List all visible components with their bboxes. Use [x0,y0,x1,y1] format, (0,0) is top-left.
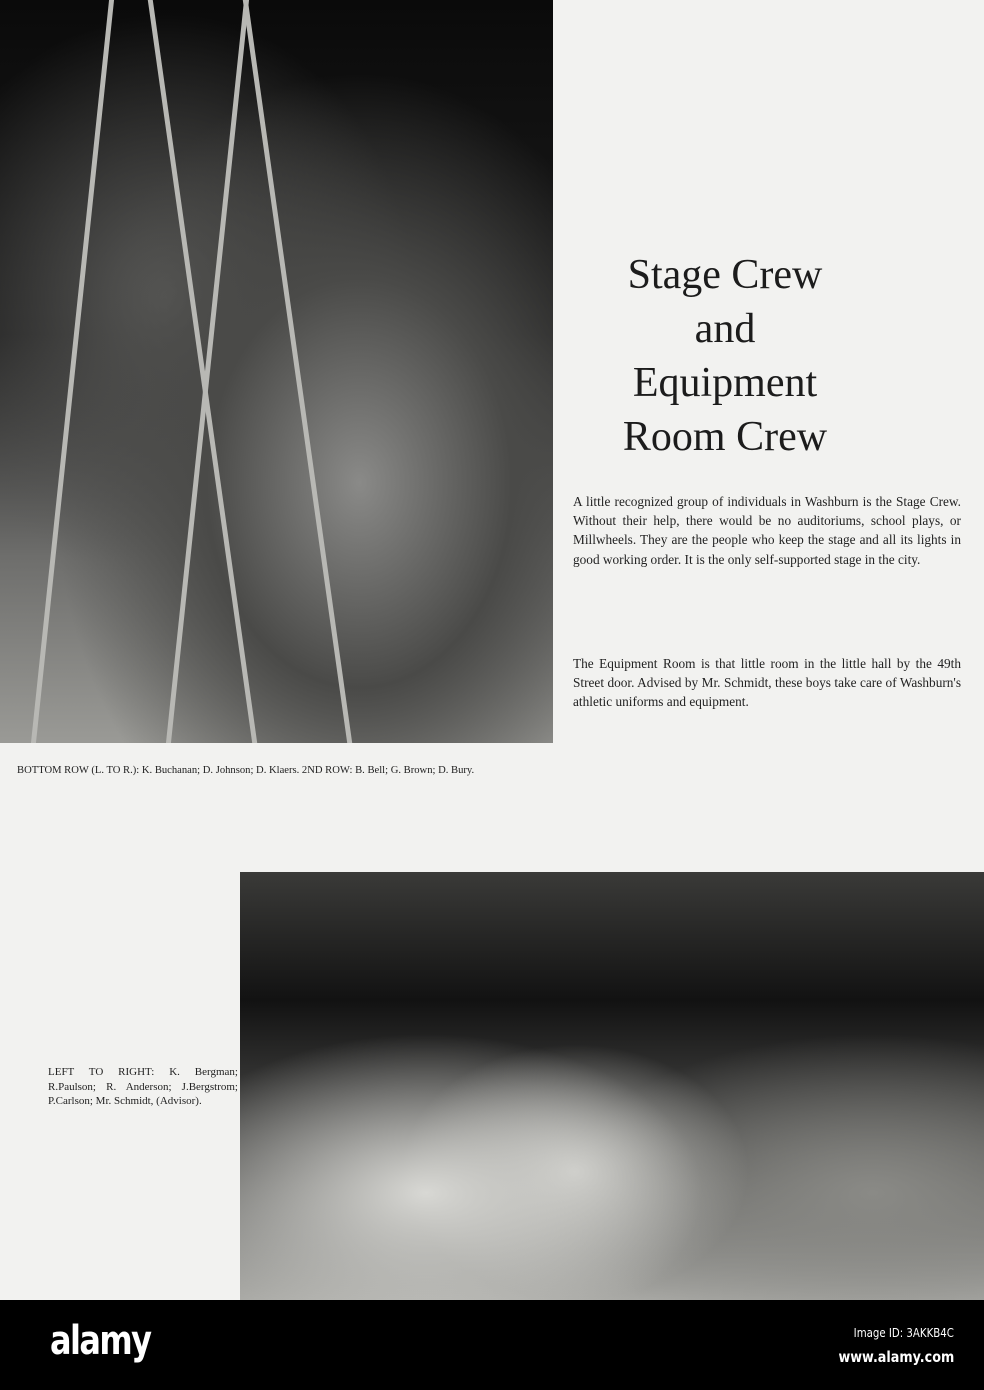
bottom-photo-caption: LEFT TO RIGHT: K. Bergman; R.Paulson; R. Anderson; J.Bergstrom; P.Carlson; Mr. Schmidt, (Advisor). [48,1066,238,1107]
watermark-footer [0,1300,984,1390]
stage-crew-paragraph: A little recognized group of individuals in Washburn is the Stage Crew. Without their help, there would be no auditoriums, school plays, or Millwheels. They are the people who keep the stage and all its lights in good working order. It is the only self-supported stage in the city. [573,494,961,567]
stage-crew-photo [0,0,553,743]
title-line: and [694,306,756,352]
alamy-logo: alamy [50,1318,151,1364]
title-line: Stage Crew [627,252,823,298]
equipment-room-paragraph: The Equipment Room is that little room in the little hall by the 49th Street door. Advised by Mr. Schmidt, these boys take care of Washburn's athletic uniforms and equipment. [573,656,961,710]
equipment-room-crew-photo [240,872,984,1300]
title-line: Room Crew [622,414,828,460]
title-line: Equipment [632,360,818,406]
alamy-url: www.alamy.com [838,1348,954,1366]
image-id: Image ID: 3AKKB4C [853,1326,954,1340]
page-title [575,248,875,464]
top-photo-caption: BOTTOM ROW (L. TO R.): K. Buchanan; D. Johnson; D. Klaers. 2ND ROW: B. Bell; G. Brown; D. Bury. [17,765,475,776]
